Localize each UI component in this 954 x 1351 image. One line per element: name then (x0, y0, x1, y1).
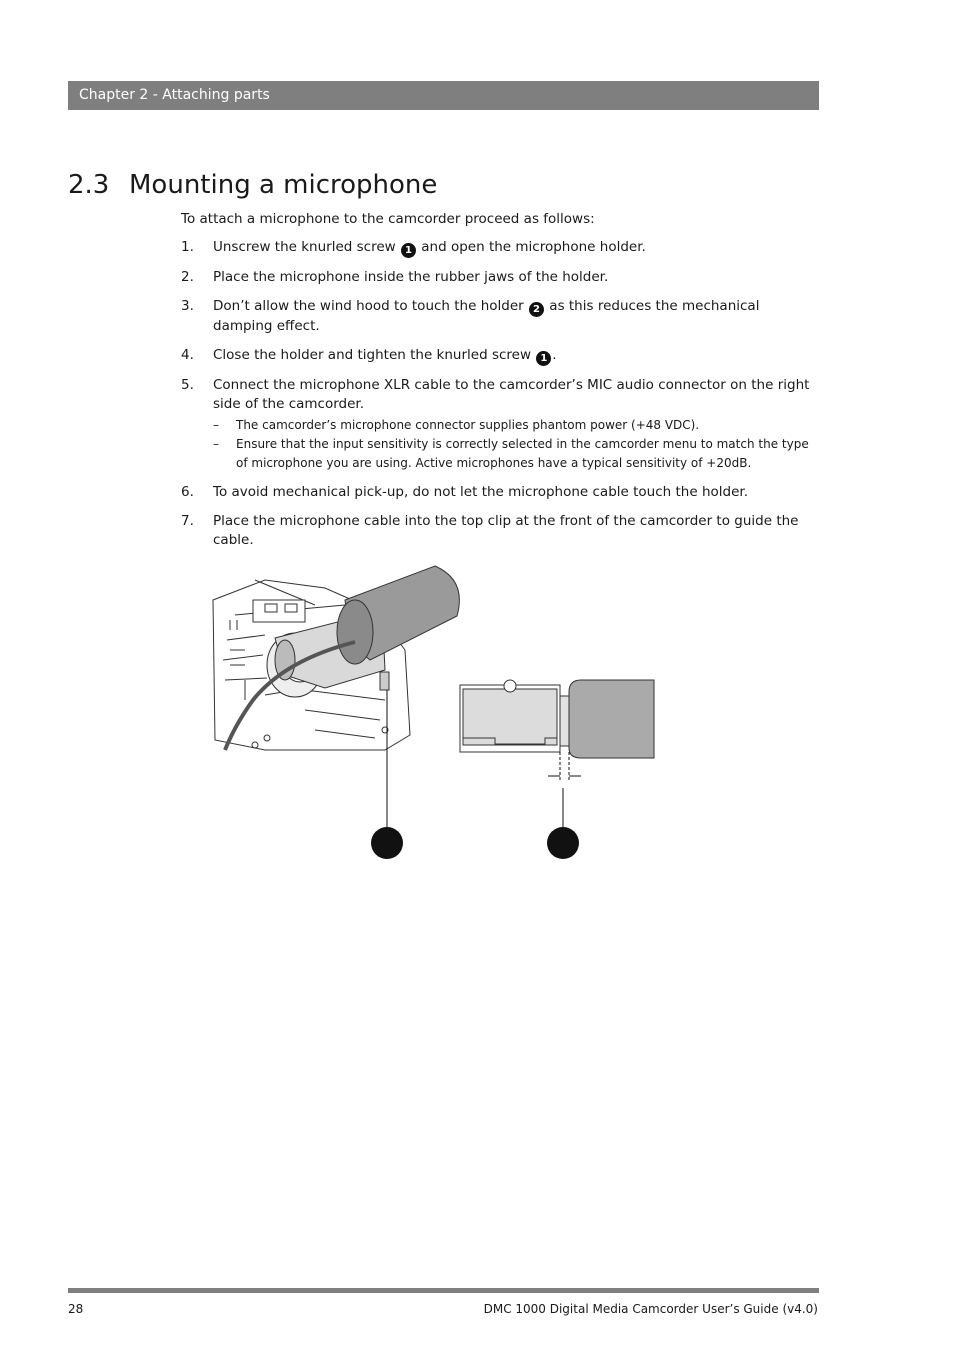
step-text: Don’t allow the wind hood to touch the holder (213, 298, 528, 314)
step-text: Connect the microphone XLR cable to the camcorder’s (213, 377, 588, 393)
step-7 (181, 512, 819, 550)
step-1 (181, 238, 819, 258)
step-text: Place the microphone inside the rubber jaws of the holder. (213, 269, 609, 285)
step-number: 5. (181, 377, 194, 393)
document-title: DMC 1000 Digital Media Camcorder User’s Guide (v4.0) (483, 1302, 818, 1316)
step-number: 4. (181, 347, 194, 363)
chapter-label: Chapter 2 - Attaching parts (79, 87, 270, 103)
step-6 (181, 483, 819, 502)
step-text: Place the microphone cable into the top clip at the front of the camcorder to guide the cable. (213, 513, 799, 548)
step-3 (181, 297, 819, 336)
footer-rule (68, 1288, 819, 1293)
step-text: Unscrew the knurled screw (213, 239, 400, 255)
step-2 (181, 268, 819, 287)
steps-list (181, 238, 819, 560)
sub-item (213, 435, 819, 473)
step-text: audio connector on the right side of the camcorder. (213, 377, 810, 412)
callout-2-marker (547, 827, 579, 859)
step-number: 2. (181, 269, 194, 285)
step-number: 6. (181, 484, 194, 500)
callout-1-icon: 1 (401, 243, 416, 258)
section-number: 2.3 (68, 170, 110, 200)
callout-1-marker (371, 827, 403, 859)
step-number: 3. (181, 298, 194, 314)
section-title (68, 170, 437, 200)
step-number: 1. (181, 239, 194, 255)
wind-hood-detail (569, 680, 654, 758)
step-number: 7. (181, 513, 194, 529)
step-text: Close the holder and tighten the knurled screw (213, 347, 536, 363)
page-number: 28 (68, 1302, 84, 1316)
chapter-header-bar (68, 81, 819, 110)
microphone-mounting-figure (205, 560, 660, 869)
callout-1-icon: 1 (536, 351, 551, 366)
step-4 (181, 346, 819, 366)
connector-label: MIC (587, 377, 613, 393)
dash-marker: – (213, 418, 219, 432)
microphone-mounting-illustration (205, 560, 660, 865)
dash-marker: – (213, 437, 219, 451)
callout-2-icon: 2 (529, 302, 544, 317)
sub-item (213, 416, 819, 435)
step-text: and open the microphone holder. (416, 239, 646, 255)
sub-item-text: Ensure that the input sensitivity is correctly selected in the camcorder menu to match the type of microphone you are using. Active microphones have a typical sensitivity of +20dB. (236, 437, 809, 470)
section-title-text: Mounting a microphone (129, 170, 438, 200)
sub-item-text: The camcorder’s microphone connector supplies phantom power (+48 VDC). (236, 418, 700, 432)
intro-text: To attach a microphone to the camcorder proceed as follows: (181, 211, 595, 227)
step-text: . (552, 347, 557, 363)
step-text: as this reduces the mechanical damping effect. (213, 298, 760, 334)
sub-list (213, 416, 819, 473)
step-5 (181, 376, 819, 473)
knurled-screw (380, 672, 389, 690)
step-text: To avoid mechanical pick-up, do not let the microphone cable touch the holder. (213, 484, 748, 500)
